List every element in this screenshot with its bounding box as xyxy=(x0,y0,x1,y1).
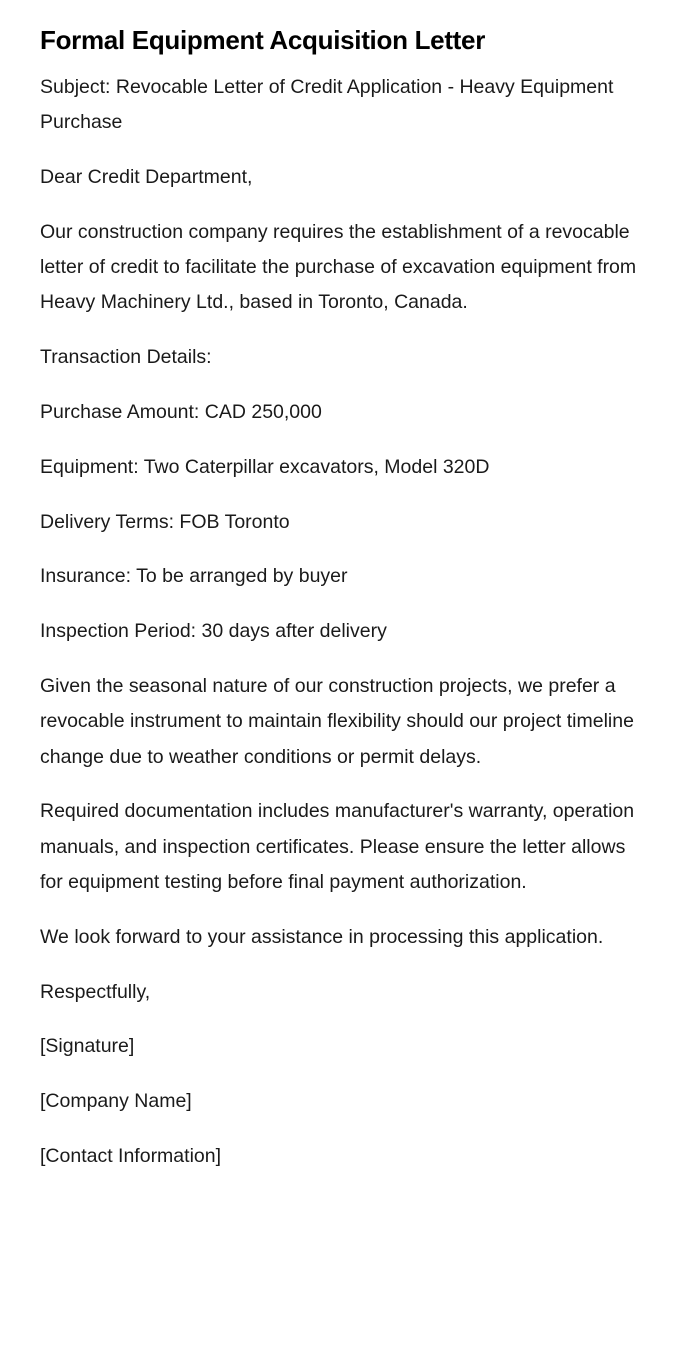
letter-title: Formal Equipment Acquisition Letter xyxy=(40,25,486,55)
subject-line: Subject: Revocable Letter of Credit Application - Heavy Equipment Purchase xyxy=(40,76,614,134)
company-name-placeholder: [Company Name] xyxy=(40,1090,192,1113)
salutation: Dear Credit Department, xyxy=(40,166,253,189)
contact-info-placeholder: [Contact Information] xyxy=(40,1145,222,1168)
closing-paragraph: We look forward to your assistance in processing this application. xyxy=(40,925,604,948)
sign-off: Respectfully, xyxy=(40,980,151,1003)
signature-placeholder: [Signature] xyxy=(40,1035,135,1058)
intro-paragraph: Our construction company requires the establishment of a revocable letter of credit to facilitate the purchase of excavation equipment from Heavy Machinery Ltd., based in Toronto, Canada. xyxy=(40,220,637,314)
delivery-terms: Delivery Terms: FOB Toronto xyxy=(40,510,290,533)
inspection-period: Inspection Period: 30 days after delivery xyxy=(40,620,387,643)
rationale-paragraph: Given the seasonal nature of our construction projects, we prefer a revocable instrument to maintain flexibility should our project timeline change due to weather conditions or permit delays. xyxy=(40,675,634,768)
transaction-details-heading: Transaction Details: xyxy=(40,346,212,369)
insurance-detail: Insurance: To be arranged by buyer xyxy=(40,565,348,588)
purchase-amount: Purchase Amount: CAD 250,000 xyxy=(40,401,322,424)
documentation-paragraph: Required documentation includes manufacturer's warranty, operation manuals, and inspection certificates. Please ensure the letter allows for equipment testing before final payment authorization. xyxy=(40,800,635,894)
equipment-detail: Equipment: Two Caterpillar excavators, Model 320D xyxy=(40,455,490,478)
